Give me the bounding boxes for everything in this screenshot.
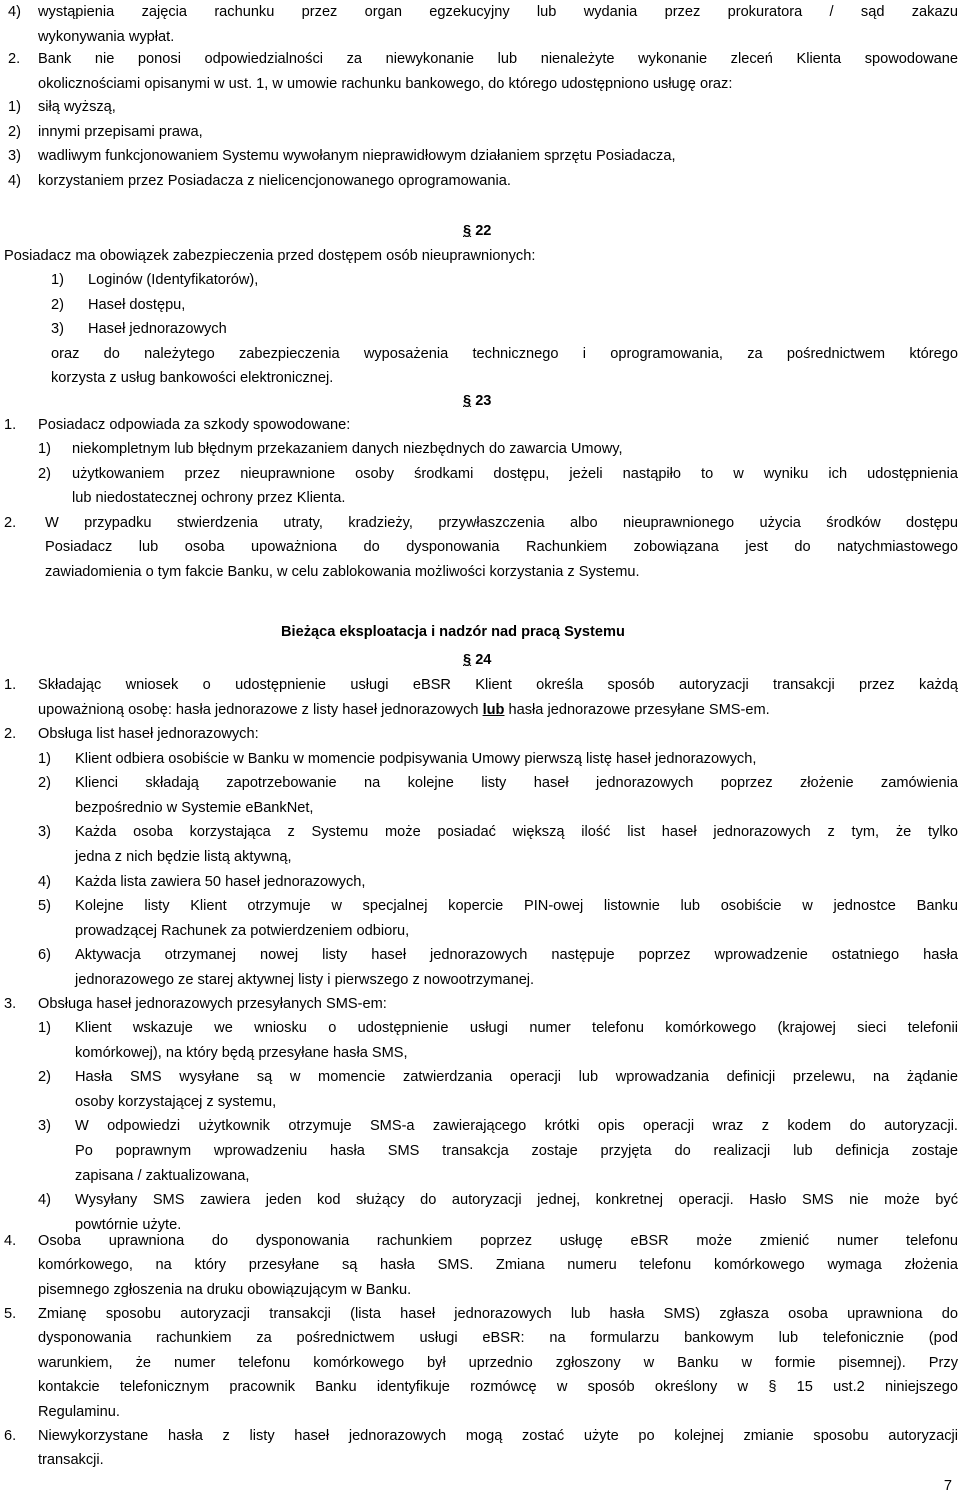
section-23-item-number: 1)	[38, 441, 51, 457]
top-sub-item-number: 4)	[8, 172, 21, 189]
section-23-item-line: niekompletnym lub błędnym przekazaniem danych niezbędnych do zawarcia Umowy,	[72, 441, 623, 457]
section-24-para-1-number: 1.	[4, 677, 17, 693]
section-22-item-number: 2)	[51, 296, 64, 313]
section-22-intro: Posiadacz ma obowiązek zabezpieczenia przed dostępem osób nieuprawnionych:	[4, 247, 536, 264]
section-24-sms-item-line: zapisana / zaktualizowana,	[75, 1167, 250, 1184]
section-24-para-2-line: Obsługa list haseł jednorazowych:	[38, 726, 259, 742]
section-sign-symbol: §	[463, 393, 472, 409]
section-22-item-line: Haseł jednorazowych	[88, 321, 227, 338]
section-22-item-line: Loginów (Identyfikatorów),	[88, 272, 259, 288]
section-number: 24	[475, 652, 492, 668]
section-23-para-2-line: W przypadku stwierdzenia utraty, kradzieży, przywłaszczenia albo nieuprawnionego użycia środków dostępu	[45, 514, 958, 531]
top-item-4-line: wykonywania wypłat.	[38, 28, 175, 45]
section-sign-symbol: §	[463, 223, 472, 239]
section-24-para-6-line: Niewykorzystane hasła z listy haseł jednorazowych mogą zostać użyte po kolejnej zmianie sposobu autoryzacji	[38, 1427, 958, 1444]
top-sub-item-line: korzystaniem przez Posiadacza z nielicencjonowanego oprogramowania.	[38, 172, 511, 189]
top-item-2-number: 2.	[8, 51, 21, 67]
section-24-para-1-emphasis: lub	[482, 701, 505, 718]
section-24-para-5-line: Regulaminu.	[38, 1403, 120, 1420]
section-24-para-5-line: kontakcie telefonicznym pracownik Banku identyfikuje rozmówcę w sposób określony w § 15 ust.2 niniejszego	[38, 1379, 958, 1396]
section-24-sms-item-number: 1)	[38, 1020, 51, 1036]
section-22-heading	[463, 219, 491, 244]
section-23-para-2-line: Posiadacz lub osoba upoważniona do dysponowania Rachunkiem zobowiązana jest do natychmiastowego	[45, 539, 958, 556]
section-24-sms-item-line: powtórnie użyte.	[75, 1216, 182, 1233]
section-22-item-number: 1)	[51, 272, 64, 288]
section-sign-symbol: §	[463, 652, 472, 668]
section-24-para-1-line	[38, 698, 770, 723]
section-22-item-number: 3)	[51, 321, 64, 338]
section-24-list-item-number: 1)	[38, 750, 51, 767]
section-24-list-item-line: Kolejne listy Klient otrzymuje w specjalnej kopercie PIN-owej listownie lub osobiście w jednostce Banku	[75, 898, 958, 915]
top-sub-item-line: wadliwym funkcjonowaniem Systemu wywołanym nieprawidłowym działaniem sprzętu Posiadacza,	[38, 148, 676, 165]
section-23-item-line: użytkowaniem przez nieuprawnione osoby środkami dostępu, jeżeli nastąpiło to w wyniku ich udostępnienia	[72, 465, 958, 482]
section-24-sms-item-line: Klient wskazuje we wniosku o udostępnienie usługi numer telefonu komórkowego (krajowej sieci telefonii	[75, 1020, 958, 1036]
section-24-list-item-line: Klient odbiera osobiście w Banku w momencie podpisywania Umowy pierwszą listę haseł jednorazowych,	[75, 750, 757, 767]
section-24-list-item-line: Klienci składają zapotrzebowanie na kolejne listy haseł jednorazowych poprzez złożenie zamówienia	[75, 775, 958, 792]
page-number: 7	[943, 1478, 952, 1494]
section-24-list-item-line: Każda osoba korzystająca z Systemu może posiadać większą ilość list haseł jednorazowych z tym, że tylko	[75, 824, 958, 841]
section-24-list-item-number: 4)	[38, 873, 51, 890]
section-24-para-5-line: Zmianę sposobu autoryzacji transakcji (lista haseł jednorazowych lub hasła SMS) zgłasza osoba uprawniona do	[38, 1305, 958, 1322]
top-sub-item-number: 1)	[8, 99, 21, 116]
section-24-sms-item-line: Po poprawnym wprowadzeniu hasła SMS transakcja zostaje przyjęta do realizacji lub definicja zostaje	[75, 1143, 958, 1159]
section-24-list-item-line: Aktywacja otrzymanej nowej listy haseł jednorazowych następuje poprzez wprowadzenie ostatniego hasła	[75, 947, 958, 964]
section-24-para-3-line: Obsługa haseł jednorazowych przesyłanych SMS-em:	[38, 995, 387, 1012]
section-24-para-1-line: Składając wniosek o udostępnienie usługi eBSR Klient określa sposób autoryzacji transakcji przez każdą	[38, 677, 958, 693]
section-24-sms-item-line: W odpowiedzi użytkownik otrzymuje SMS-a zawierającego krótki opis operacji wraz z kodem do autoryzacji.	[75, 1118, 958, 1135]
section-23-para-1-number: 1.	[4, 416, 17, 433]
section-24-sms-item-line: Hasła SMS wysyłane są w momencie zatwierdzania operacji lub wprowadzania definicji przelewu, na żądanie	[75, 1069, 958, 1086]
section-23-para-2-number: 2.	[4, 514, 17, 531]
top-sub-item-number: 3)	[8, 148, 21, 165]
section-24-para-6-line: transakcji.	[38, 1452, 104, 1469]
section-24-para-1-text: upoważnioną osobę: hasła jednorazowe z listy haseł jednorazowych	[38, 701, 483, 718]
section-24-para-4-number: 4.	[4, 1232, 17, 1249]
section-24-para-4-line: Osoba uprawniona do dysponowania rachunkiem poprzez usługę eBSR może zmienić numer telefonu	[38, 1232, 958, 1249]
section-24-para-5-number: 5.	[4, 1305, 17, 1322]
section-24-heading	[463, 648, 491, 673]
top-item-2-line: Bank nie ponosi odpowiedzialności za niewykonanie lub nienależyte wykonanie zleceń Klienta spowodowane	[38, 51, 958, 67]
top-sub-item-number: 2)	[8, 123, 21, 140]
top-item-4-line: wystąpienia zajęcia rachunku przez organ egzekucyjny lub wydania przez prokuratora / sąd zakazu	[38, 4, 958, 20]
section-24-list-item-number: 2)	[38, 775, 51, 792]
section-24-list-item-line: prowadzącej Rachunek za potwierdzeniem odbioru,	[75, 922, 410, 939]
section-number: 22	[475, 223, 492, 239]
section-24-sms-item-number: 4)	[38, 1192, 51, 1209]
section-23-item-number: 2)	[38, 465, 51, 482]
section-23-para-2-line: zawiadomienia o tym fakcie Banku, w celu zablokowania możliwości korzystania z Systemu.	[45, 563, 640, 580]
section-24-para-1-text: hasła jednorazowe przesyłane SMS-em.	[504, 701, 770, 718]
section-24-para-6-number: 6.	[4, 1427, 17, 1444]
section-22-outro-line: oraz do należytego zabezpieczenia wyposażenia technicznego i oprogramowania, za pośrednictwem którego	[51, 345, 958, 362]
section-24-sms-item-line: Wysyłany SMS zawiera jeden kod służący do autoryzacji jednej, konkretnej operacji. Hasło SMS nie może być	[75, 1192, 958, 1209]
top-item-2-line: okolicznościami opisanymi w ust. 1, w umowie rachunku bankowego, do którego udostępniono usługę oraz:	[38, 75, 733, 92]
section-number: 23	[475, 393, 492, 409]
section-24-list-item-line: jedna z nich będzie listą aktywną,	[75, 848, 292, 865]
section-24-para-4-line: komórkowego, na który przesyłane są hasła SMS. Zmiana numeru telefonu komórkowego wymaga złożenia	[38, 1257, 958, 1274]
section-24-list-item-number: 6)	[38, 947, 51, 964]
section-22-outro-line: korzysta z usług bankowości elektronicznej.	[51, 370, 334, 386]
section-24-para-5-line: warunkiem, że numer telefonu komórkowego był uprzednio zgłoszony w Banku w formie pisemnej). Przy	[38, 1354, 958, 1371]
section-23-para-1-line: Posiadacz odpowiada za szkody spowodowane:	[38, 416, 351, 433]
section-23-item-line: lub niedostatecznej ochrony przez Klienta.	[72, 490, 346, 507]
section-22-item-line: Haseł dostępu,	[88, 296, 186, 313]
section-23-heading	[463, 389, 491, 414]
section-24-sms-item-number: 2)	[38, 1069, 51, 1086]
section-24-sms-item-line: osoby korzystającej z systemu,	[75, 1093, 277, 1110]
section-24-sms-item-number: 3)	[38, 1118, 51, 1135]
top-sub-item-line: siłą wyższą,	[38, 99, 116, 116]
section-24-list-item-line: bezpośrednio w Systemie eBankNet,	[75, 799, 314, 816]
chapter-heading: Bieżąca eksploatacja i nadzór nad pracą Systemu	[281, 624, 625, 640]
top-item-4-number: 4)	[8, 4, 21, 20]
section-24-para-5-line: dysponowania rachunkiem za pośrednictwem usługi eBSR: na formularzu bankowym lub telefonicznie (pod	[38, 1330, 958, 1347]
section-24-list-item-number: 5)	[38, 898, 51, 915]
section-24-sms-item-line: komórkowej), na który będą przesyłane hasła SMS,	[75, 1044, 408, 1061]
section-24-list-item-line: jednorazowego ze starej aktywnej listy i pierwszego z nowootrzymanej.	[75, 971, 535, 988]
top-sub-item-line: innymi przepisami prawa,	[38, 123, 203, 140]
section-24-para-4-line: pisemnego zgłoszenia na druku obowiązującym w Banku.	[38, 1281, 412, 1298]
section-24-list-item-line: Każda lista zawiera 50 haseł jednorazowych,	[75, 873, 366, 890]
section-24-para-2-number: 2.	[4, 726, 17, 742]
section-24-para-3-number: 3.	[4, 995, 17, 1012]
section-24-list-item-number: 3)	[38, 824, 51, 841]
